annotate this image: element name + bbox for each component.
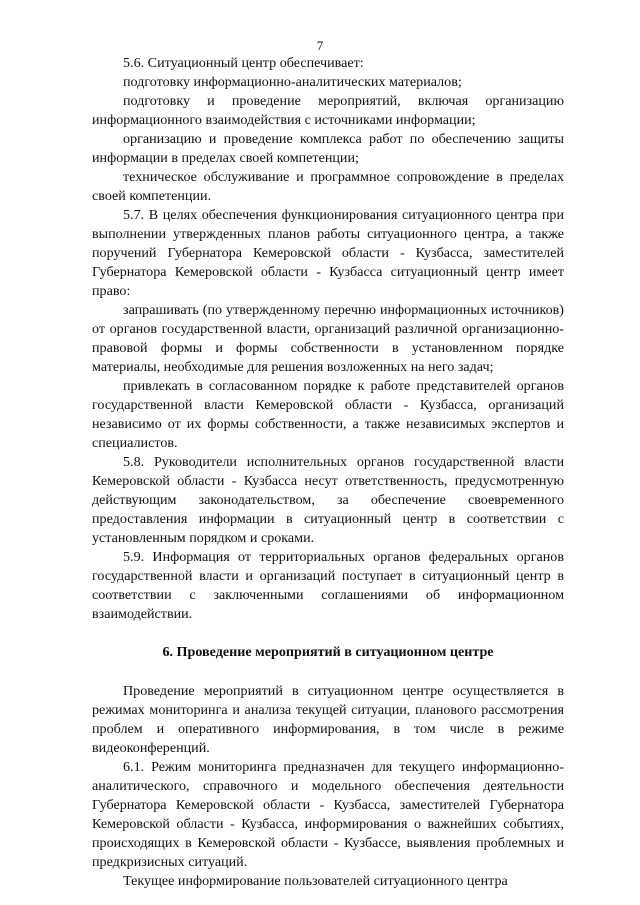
section-heading-6: 6. Проведение мероприятий в ситуационном центре [162, 644, 494, 660]
paragraph-5-6-item-1: подготовку информационно-аналитических материалов; [123, 74, 462, 90]
paragraph-5-6-item-2: подготовку и проведение мероприятий, включая организацию информационного взаимодействия с источниками информации; [92, 93, 564, 128]
paragraph-5-7-item-2: привлекать в согласованном порядке к работе представителей органов государственной власти Кемеровской области - Кузбасса, организаций независимо от их формы собственности, а также независимых экспертов и специалистов. [92, 378, 564, 451]
paragraph-5-6-item-4: техническое обслуживание и программное сопровождение в пределах своей компетенции. [92, 169, 564, 204]
paragraph-5-7-item-1: запрашивать (по утвержденному перечню информационных источников) от органов государственной власти, организаций различной организационно-правовой формы и формы собственности в установленном порядке материалы, необходимые для решения возложенных на него задач; [92, 302, 564, 375]
paragraph-5-7-intro: 5.7. В целях обеспечения функционирования ситуационного центра при выполнении утвержденных планов работы ситуационного центра, а также поручений Губернатора Кемеровской области - Кузбасса, заместителей Губернатора Кемеровской области - Кузбасса ситуационный центр имеет право: [92, 207, 564, 299]
paragraph-6-1-continued: Текущее информирование пользователей ситуационного центра [123, 873, 508, 889]
paragraph-5-6-item-3: организацию и проведение комплекса работ по обеспечению защиты информации в пределах своей компетенции; [92, 131, 564, 166]
page-number: 7 [316, 38, 324, 53]
paragraph-5-6-intro: 5.6. Ситуационный центр обеспечивает: [123, 55, 364, 71]
paragraph-6-intro: Проведение мероприятий в ситуационном центре осуществляется в режимах мониторинга и анализа текущей ситуации, планового рассмотрения проблем и оперативного информирования, в том числе в режиме видеоконференций. [92, 683, 564, 756]
paragraph-6-1: 6.1. Режим мониторинга предназначен для текущего информационно-аналитического, справочного и модельного обеспечения деятельности Губернатора Кемеровской области - Кузбасса, заместителей Губернатора Кемеровской области - Кузбасса, информирования о важнейших событиях, происходящих в Кемеровской области - Кузбассе, выявления проблемных и предкризисных ситуаций. [92, 759, 564, 870]
paragraph-5-8: 5.8. Руководители исполнительных органов государственной власти Кемеровской области - Кузбасса несут ответственность, предусмотренную действующим законодательством, за обеспечение своевременного предоставления информации в ситуационный центр в соответствии с установленным порядком и сроками. [92, 454, 564, 546]
document-body [92, 54, 564, 891]
paragraph-5-9: 5.9. Информация от территориальных органов федеральных органов государственной власти и организаций поступает в ситуационный центр в соответствии с заключенными соглашениями об информационном взаимодействии. [92, 549, 564, 622]
